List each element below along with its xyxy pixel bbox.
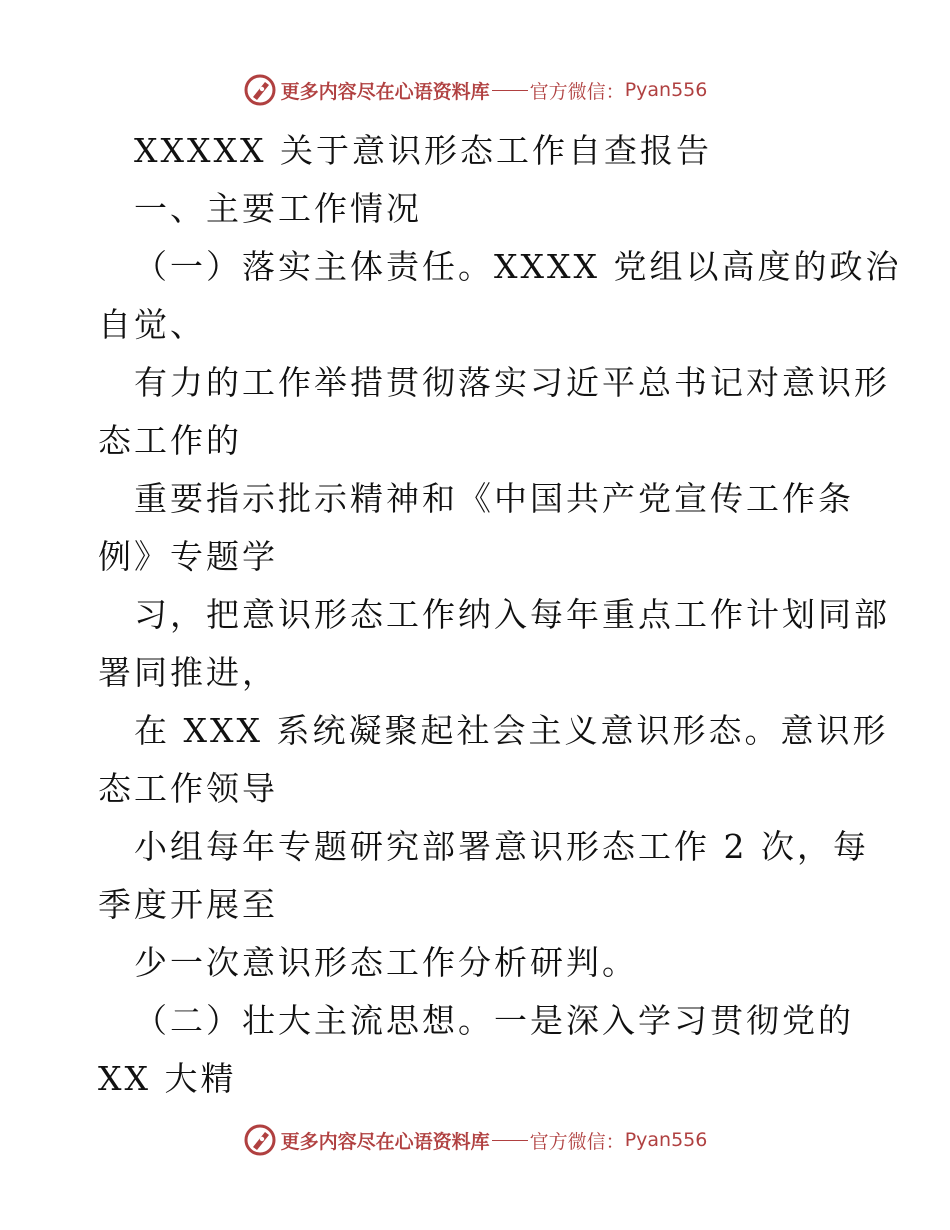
doc-line-3: （一）落实主体责任。XXXX 党组以高度的政治: [134, 247, 902, 286]
pen-seal-icon: [243, 1123, 277, 1157]
doc-line-17: XX 大精: [98, 1059, 237, 1098]
doc-line-12: 态工作领导: [98, 769, 278, 808]
watermark-dash: [492, 90, 528, 91]
watermark-wechat-id: Pyan556: [624, 79, 708, 101]
doc-line-16: （二）壮大主流思想。一是深入学习贯彻党的: [134, 1001, 854, 1040]
doc-line-10: 署同推进，: [98, 653, 278, 692]
doc-line-13: 小组每年专题研究部署意识形态工作 2 次，每: [134, 827, 869, 866]
document-body: [98, 122, 902, 1108]
watermark-banner-bottom: [0, 1120, 950, 1160]
watermark-text: 更多内容尽在心语资料库: [280, 1130, 490, 1153]
doc-line-7: 重要指示批示精神和《中国共产党宣传工作条: [134, 479, 854, 518]
doc-line-14: 季度开展至: [98, 885, 278, 924]
doc-line-4: 自觉、: [98, 305, 206, 344]
pen-seal-icon: [243, 73, 277, 107]
watermark-wechat-label: 官方微信：: [529, 1130, 625, 1153]
doc-line-11: 在 XXX 系统凝聚起社会主义意识形态。意识形: [134, 711, 889, 750]
doc-line-15: 少一次意识形态工作分析研判。: [134, 943, 638, 982]
watermark-wechat-label: 官方微信：: [529, 80, 625, 103]
watermark-text: 更多内容尽在心语资料库: [280, 80, 490, 103]
watermark-banner-top: [0, 70, 950, 110]
doc-line-2: 一、主要工作情况: [134, 189, 422, 228]
doc-line-1: XXXXX 关于意识形态工作自查报告: [134, 131, 712, 170]
watermark-wechat-id: Pyan556: [624, 1129, 708, 1151]
watermark-dash: [492, 1140, 528, 1141]
doc-line-9: 习，把意识形态工作纳入每年重点工作计划同部: [134, 595, 890, 634]
doc-line-8: 例》专题学: [98, 537, 278, 576]
doc-line-6: 态工作的: [98, 421, 242, 460]
doc-line-5: 有力的工作举措贯彻落实习近平总书记对意识形: [134, 363, 890, 402]
